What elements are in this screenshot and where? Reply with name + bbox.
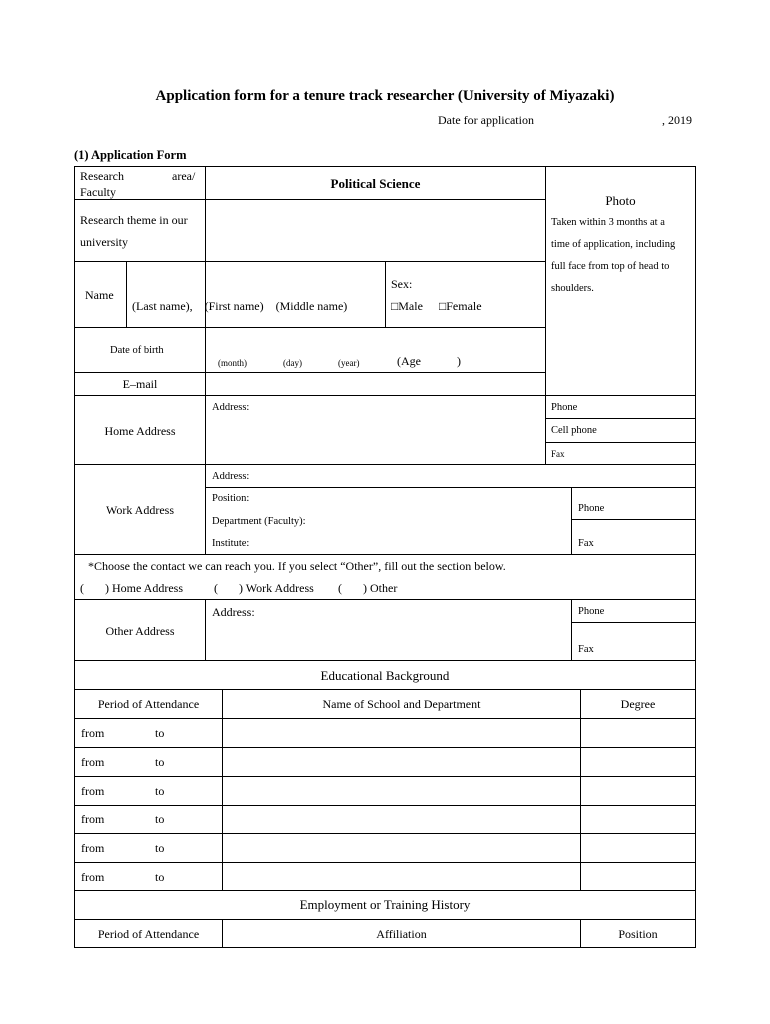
education-to: to xyxy=(155,841,165,855)
row-divider xyxy=(74,805,696,806)
education-to: to xyxy=(155,870,165,884)
education-from: from xyxy=(81,870,105,884)
section-title: (1) Application Form xyxy=(74,148,187,162)
row-divider xyxy=(74,919,696,920)
research-area-label: Research xyxy=(80,169,124,183)
row-divider xyxy=(74,689,696,690)
education-to: to xyxy=(155,784,165,798)
other-fax-field[interactable]: Fax xyxy=(578,644,594,655)
education-from: from xyxy=(81,755,105,769)
email-field[interactable] xyxy=(206,373,545,395)
photo-instruction-2: time of application, including xyxy=(551,239,676,250)
row-divider xyxy=(74,833,696,834)
photo-title: Photo xyxy=(605,193,636,208)
education-to: to xyxy=(155,812,165,826)
dob-day[interactable]: (day) xyxy=(283,358,302,368)
row-divider xyxy=(74,776,696,777)
other-address-label: Other Address xyxy=(105,624,175,638)
employment-col-affiliation: Affiliation xyxy=(376,927,427,941)
education-from: from xyxy=(81,812,105,826)
male-checkbox[interactable]: □Male xyxy=(391,299,423,313)
name-parts-label[interactable]: (Last name), (First name) (Middle name) xyxy=(132,299,348,313)
page-title: Application form for a tenure track researcher (University of Miyazaki) xyxy=(155,88,615,104)
row-divider xyxy=(74,261,545,262)
work-institute-field[interactable]: Institute: xyxy=(212,538,250,549)
col-divider xyxy=(205,395,206,554)
education-from: from xyxy=(81,841,105,855)
col-divider xyxy=(580,689,581,890)
employment-col-position: Position xyxy=(618,927,658,941)
contact-note: *Choose the contact we can reach you. If you select “Other”, fill out the section below. xyxy=(88,559,506,573)
row-divider xyxy=(74,599,696,600)
employment-title: Employment or Training History xyxy=(299,897,471,912)
work-position-field[interactable]: Position: xyxy=(212,493,250,504)
education-from: from xyxy=(81,784,105,798)
work-address-field[interactable]: Address: xyxy=(212,471,250,482)
col-divider xyxy=(205,599,206,660)
row-divider xyxy=(74,395,696,396)
education-col-period: Period of Attendance xyxy=(97,697,200,711)
home-phone-field[interactable]: Phone xyxy=(551,402,578,413)
photo-instruction-1: Taken within 3 months at a xyxy=(551,217,665,228)
row-divider xyxy=(545,442,696,443)
education-col-school: Name of School and Department xyxy=(322,697,481,711)
education-col-degree: Degree xyxy=(620,697,656,711)
row-divider xyxy=(74,554,696,555)
photo-instruction-4: shoulders. xyxy=(551,283,594,294)
row-divider xyxy=(74,327,545,328)
table-border-right xyxy=(695,166,696,948)
table-border-top xyxy=(74,166,696,167)
faculty-label: Faculty xyxy=(80,185,116,199)
home-address-label: Home Address xyxy=(104,424,176,438)
col-divider xyxy=(571,487,572,554)
dob-age[interactable]: (Age ) xyxy=(397,354,461,368)
education-from: from xyxy=(81,726,105,740)
home-cell-field[interactable]: Cell phone xyxy=(551,425,597,436)
col-divider xyxy=(571,599,572,660)
home-fax-field[interactable]: Fax xyxy=(551,449,565,459)
contact-work-option[interactable]: ( ) Work Address xyxy=(214,581,314,595)
date-label: Date for application xyxy=(438,113,534,127)
email-label: E–mail xyxy=(122,377,158,391)
female-checkbox[interactable]: □Female xyxy=(439,299,482,313)
row-divider xyxy=(571,622,696,623)
sex-label: Sex: xyxy=(391,277,413,291)
photo-instruction-3: full face from top of head to xyxy=(551,261,670,272)
contact-other-option[interactable]: ( ) Other xyxy=(338,581,398,595)
col-divider xyxy=(222,689,223,890)
contact-home-option[interactable]: ( ) Home Address xyxy=(80,581,183,595)
work-address-label: Work Address xyxy=(105,503,175,517)
research-theme-label: Research theme in our xyxy=(80,213,188,227)
col-divider xyxy=(385,261,386,327)
row-divider xyxy=(571,519,696,520)
work-department-field[interactable]: Department (Faculty): xyxy=(212,516,306,527)
table-border-bottom xyxy=(74,947,696,948)
dob-year[interactable]: (year) xyxy=(338,358,360,368)
research-theme-field[interactable] xyxy=(206,200,545,261)
work-fax-field[interactable]: Fax xyxy=(578,538,594,549)
row-divider xyxy=(74,464,696,465)
research-area-label-suffix: area/ xyxy=(172,169,196,183)
row-divider xyxy=(74,747,696,748)
dob-label: Date of birth xyxy=(110,345,164,356)
other-phone-field[interactable]: Phone xyxy=(578,606,605,617)
research-area-value[interactable]: Political Science xyxy=(330,176,421,191)
work-phone-field[interactable]: Phone xyxy=(578,503,605,514)
home-address-field[interactable]: Address: xyxy=(212,402,250,413)
table-border-left xyxy=(74,166,75,948)
row-divider xyxy=(74,890,696,891)
education-to: to xyxy=(155,755,165,769)
employment-col-period: Period of Attendance xyxy=(97,927,200,941)
col-divider xyxy=(126,261,127,327)
row-divider xyxy=(74,660,696,661)
date-year: , 2019 xyxy=(662,113,692,127)
name-label: Name xyxy=(85,288,114,302)
row-divider xyxy=(74,718,696,719)
education-title: Educational Background xyxy=(320,668,450,683)
col-divider xyxy=(545,166,546,464)
dob-month[interactable]: (month) xyxy=(218,358,247,368)
row-divider xyxy=(74,862,696,863)
research-theme-label-2: university xyxy=(80,235,128,249)
row-divider xyxy=(545,418,696,419)
education-to: to xyxy=(155,726,165,740)
row-divider xyxy=(205,487,696,488)
other-address-field[interactable]: Address: xyxy=(212,605,255,619)
